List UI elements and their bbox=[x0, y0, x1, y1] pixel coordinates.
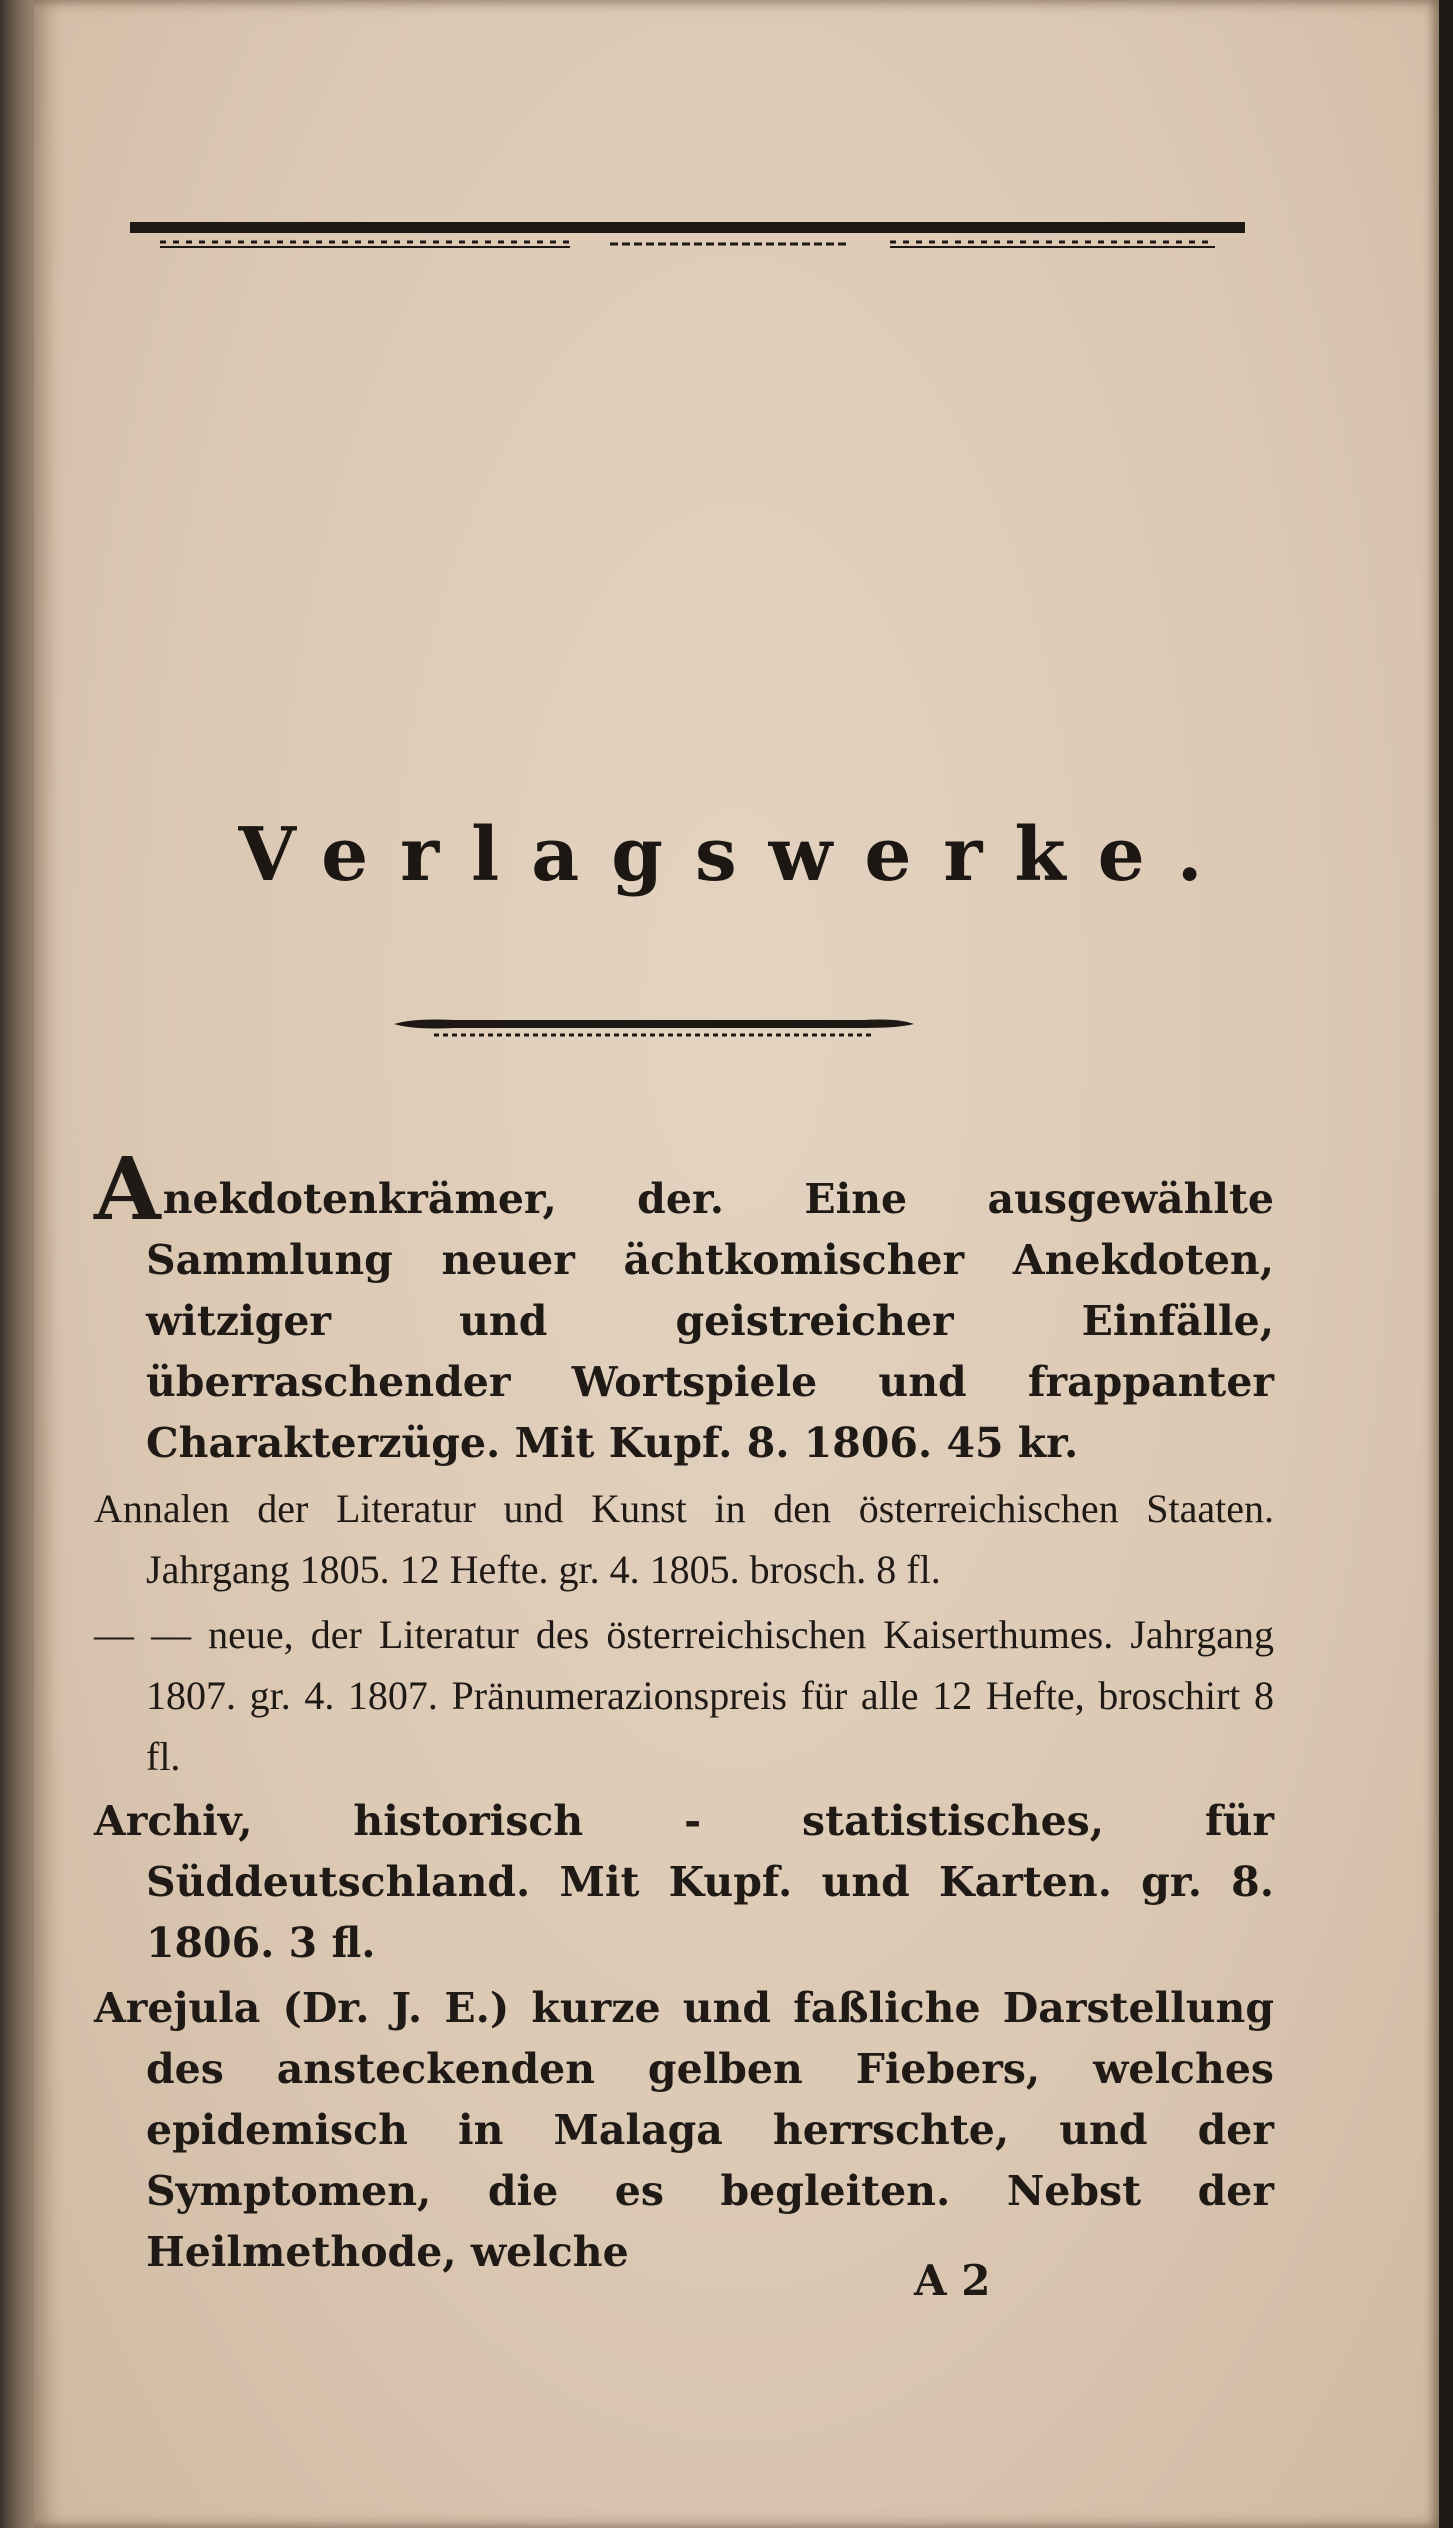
publication-list bbox=[94, 1139, 1274, 2287]
entry-text: Annalen der Literatur und Kunst in den österreichischen Staaten. Jahrgang 1805. 12 Hefte. gr. 4. 1805. brosch. 8 fl. bbox=[94, 1486, 1274, 1592]
page-right-shadow bbox=[1439, 0, 1453, 2528]
top-ornamental-rule bbox=[130, 222, 1245, 256]
page-title: Verlagswerke. bbox=[238, 812, 1235, 898]
entry-text: Archiv, historisch - statistisches, für Süddeutschland. Mit Kupf. und Karten. gr. 8. 1806. 3 fl. bbox=[94, 1797, 1274, 1967]
drop-cap-initial: A bbox=[94, 1139, 161, 1240]
list-item bbox=[94, 1791, 1274, 1974]
signature-mark: A 2 bbox=[914, 2256, 991, 2305]
list-item bbox=[94, 1978, 1274, 2283]
middle-ornamental-rule bbox=[394, 1016, 914, 1046]
entry-text: nekdotenkrämer, der. Eine ausgewählte Sammlung neuer ächtkomischer Anekdoten, witziger und geistreicher Einfälle, überraschender Wortspiele und frappanter Charakterzüge. Mit Kupf. 8. 1806. 45 kr. bbox=[146, 1175, 1274, 1467]
list-item bbox=[94, 1604, 1274, 1787]
list-item bbox=[94, 1478, 1274, 1600]
list-item bbox=[94, 1139, 1274, 1474]
entry-text: Arejula (Dr. J. E.) kurze und faßliche Darstellung des ansteckenden gelben Fiebers, welches epidemisch in Malaga herrschte, und der Symptomen, die es begleiten. Nebst der Heilmethode, welche bbox=[94, 1984, 1274, 2276]
book-page bbox=[34, 0, 1439, 2528]
entry-text: — — neue, der Literatur des österreichischen Kaiserthumes. Jahrgang 1807. gr. 4. 1807. Pränumerazionspreis für alle 12 Hefte, broschirt 8 fl. bbox=[94, 1612, 1274, 1779]
book-spine-edge bbox=[0, 0, 38, 2528]
